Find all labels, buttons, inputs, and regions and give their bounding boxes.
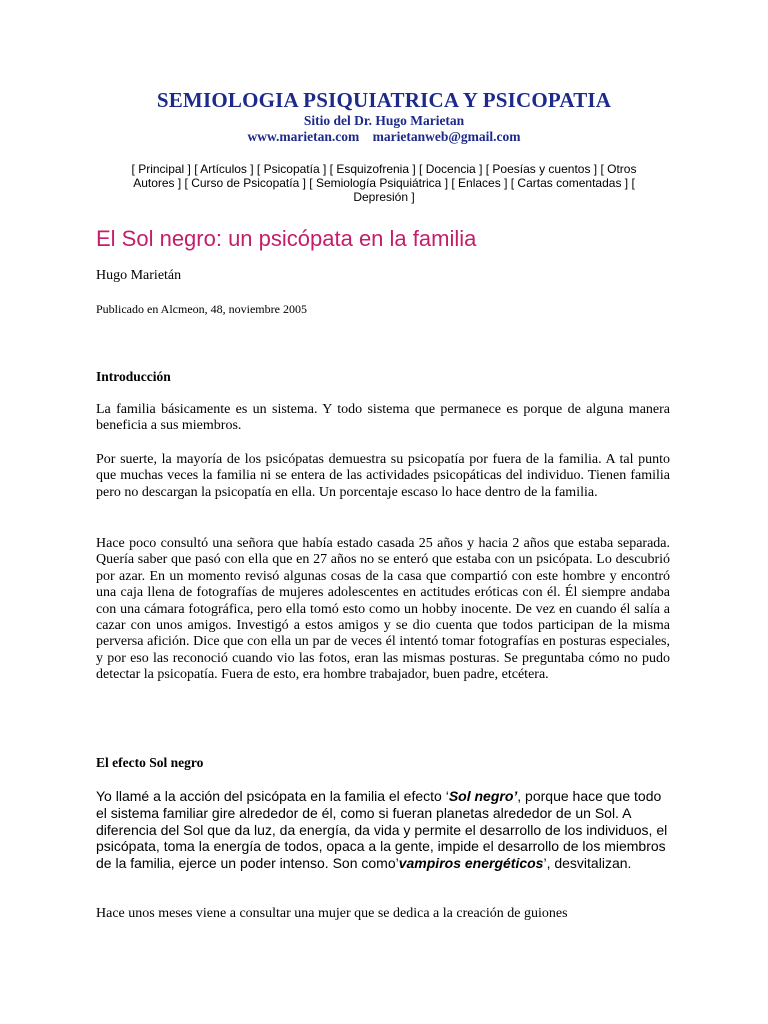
paragraph-4-part-e: ’, desvitalizan.: [543, 855, 632, 872]
publication-info: Publicado en Alcmeon, 48, noviembre 2005: [96, 302, 307, 316]
website-link[interactable]: www.marietan.com: [247, 129, 360, 144]
nav-item-semiologia[interactable]: Semiología Psiquiátrica: [315, 176, 442, 190]
vampiros-emphasis: vampiros energéticos: [398, 855, 544, 872]
paragraph-4-part-c: , porque hace que todo el sistema familiar gire alrededor de él, como si fueran planetas alrededor de un Sol. A diferencia del Sol que da luz, da energía, da vida y permite el desarrollo de los individuos, el psicópata, toma la energía de todos, opaca a la gente, impide el desarrollo de los miembros de la familia, ejerce un poder intenso. Son como’: [96, 788, 668, 872]
article-title: El Sol negro: un psicópata en la familia: [96, 226, 477, 251]
nav-item-cartas[interactable]: Cartas comentadas: [517, 176, 622, 190]
nav-item-enlaces[interactable]: Enlaces: [458, 176, 501, 190]
nav-item-psicopatia[interactable]: Psicopatía: [263, 162, 320, 176]
sol-negro-emphasis: Sol negro’: [448, 788, 518, 804]
site-subtitle: Sitio del Dr. Hugo Marietan: [303, 113, 465, 128]
nav-item-esquizofrenia[interactable]: Esquizofrenia: [336, 162, 410, 176]
article-author: Hugo Marietán: [96, 268, 182, 283]
email-link[interactable]: marietanweb@gmail.com: [372, 129, 521, 144]
paragraph-4: [96, 788, 670, 872]
nav-item-curso[interactable]: Curso de Psicopatía: [191, 176, 300, 190]
nav-item-principal[interactable]: Principal: [138, 162, 185, 176]
nav-item-otros-autores[interactable]: Otros Autores: [133, 162, 637, 190]
section-heading-sol-negro: El efecto Sol negro: [96, 755, 204, 770]
nav-item-depresion[interactable]: Depresión: [353, 190, 409, 204]
paragraph-5: Hace unos meses viene a consultar una mujer que se dedica a la creación de guiones: [96, 906, 568, 921]
nav-item-poesias[interactable]: Poesías y cuentos: [492, 162, 591, 176]
nav-item-docencia[interactable]: Docencia: [425, 162, 476, 176]
site-contact: [0, 129, 768, 145]
paragraph-4-part-a: Yo llamé a la acción del psicópata en la familia el efecto ‘: [96, 788, 449, 804]
paragraph-2: Por suerte, la mayoría de los psicópatas demuestra su psicopatía por fuera de la familia. A tal punto que muchas veces la familia ni se entera de las actividades psicopáticas del individuo. Tienen familia pero no descargan la psicopatía en ella. Un porcentaje escaso lo hace dentro de la familia.: [96, 452, 670, 500]
site-navigation: [ Principal ] [ Artículos ] [ Psicopatía ] [ Esquizofrenia ] [ Docencia ] [ Poesías y cuentos ] [ Otros Autores ] [ Curso de Psicopatía ] [ Semiología Psiquiátrica ] [ Enlaces ] [ Cartas comentadas ] [ Depresión ]: [131, 162, 637, 204]
section-heading-introduccion: Introducción: [96, 369, 171, 384]
paragraph-3: Hace poco consultó una señora que había estado casada 25 años y hacia 2 años que estaba separada. Quería saber que pasó con ella que en 27 años no se enteró que estaba con un psicópata. Lo descubrió por azar. En un momento revisó algunas cosas de la casa que compartió con este hombre y encontró una caja llena de fotografías de mujeres adolescentes en actitudes eróticas con él. Él siempre andaba con una cámara fotográfica, pero ella tomó esto como un hobby inocente. De vez en cuando él salía a cazar con unos amigos. Investigó a estos amigos y se dio cuenta que todos participan de la misma perversa afición. Dice que con ella un par de veces él intentó tomar fotografías en posturas especiales, y por eso las reconoció cuando vio las fotos, eran las mismas posturas. Se preguntaba cómo no pudo detectar la psicopatía. Fuera de esto, era hombre trabajador, buen padre, etcétera.: [96, 536, 670, 683]
nav-item-articulos[interactable]: Artículos: [200, 162, 247, 176]
paragraph-1: La familia básicamente es un sistema. Y todo sistema que permanece es porque de alguna manera beneficia a sus miembros.: [96, 402, 670, 434]
site-title: SEMIOLOGIA PSIQUIATRICA Y PSICOPATIA: [156, 88, 612, 112]
